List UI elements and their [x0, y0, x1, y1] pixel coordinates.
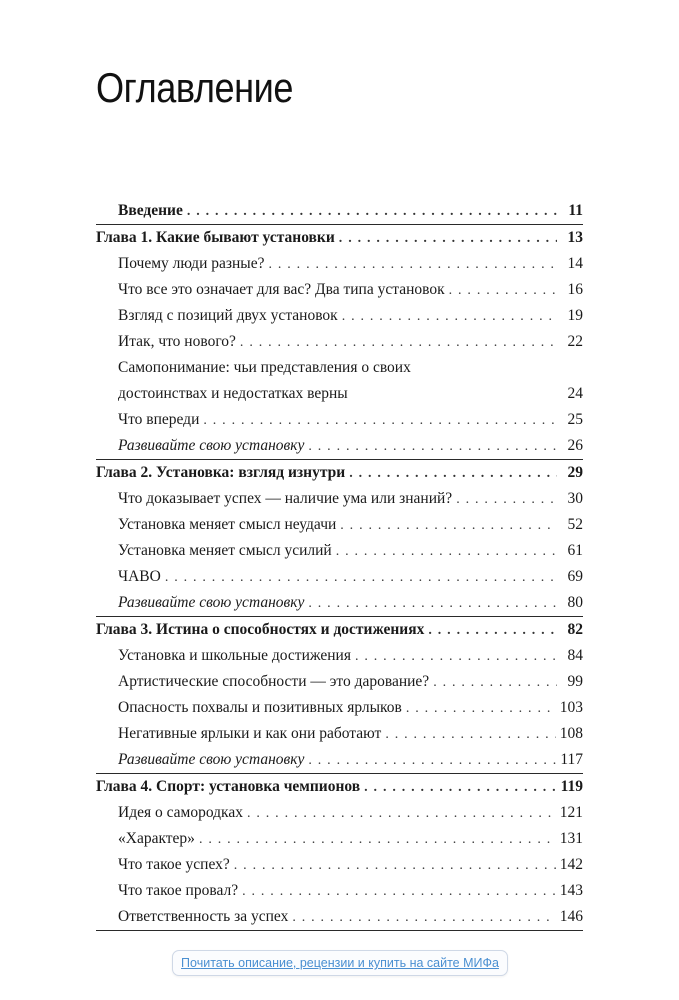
- toc-chapter-2[interactable]: [96, 459, 583, 486]
- toc-entry[interactable]: [96, 800, 583, 826]
- toc-label: Установка и школьные достижения: [118, 647, 351, 664]
- toc-entry[interactable]: [96, 538, 583, 564]
- toc-page: 25: [567, 411, 583, 428]
- toc-entry[interactable]: [96, 329, 583, 355]
- toc-entry-multiline[interactable]: [96, 355, 583, 407]
- toc-leader: [308, 748, 556, 773]
- toc-entry[interactable]: [96, 747, 583, 773]
- toc-label: Что все это означает для вас? Два типа установок: [118, 281, 445, 298]
- toc-entry[interactable]: [96, 669, 583, 695]
- toc-label: Итак, что нового?: [118, 333, 236, 350]
- toc-label: Что впереди: [118, 411, 200, 428]
- toc-entry[interactable]: [96, 643, 583, 669]
- toc-label: Установка меняет смысл неудачи: [118, 516, 337, 533]
- mif-site-link[interactable]: Почитать описание, рецензии и купить на сайте МИФа: [172, 950, 508, 976]
- toc-entry[interactable]: [96, 852, 583, 878]
- toc-page: 82: [567, 621, 583, 638]
- toc-page: 119: [560, 778, 583, 795]
- toc-leader: [340, 513, 557, 538]
- toc-chapter-4[interactable]: [96, 773, 583, 800]
- toc-leader: [364, 775, 556, 800]
- toc-label: Идея о самородках: [118, 804, 243, 821]
- toc-leader: [187, 199, 557, 224]
- toc-entry[interactable]: [96, 878, 583, 904]
- toc-leader: [308, 591, 557, 616]
- toc-page: 26: [567, 437, 583, 454]
- toc-leader: [336, 539, 557, 564]
- toc-label: Развивайте свою установку: [118, 751, 305, 768]
- toc-entry[interactable]: [96, 721, 583, 747]
- toc-page: 14: [567, 255, 583, 272]
- toc-leader: [292, 905, 555, 930]
- toc-entry[interactable]: [96, 512, 583, 538]
- toc-page: 24: [567, 385, 583, 402]
- toc-label: ЧАВО: [118, 568, 161, 585]
- toc-label: «Характер»: [118, 830, 195, 847]
- toc-page: 11: [568, 202, 583, 219]
- toc-page: 30: [567, 490, 583, 507]
- toc-page: 103: [559, 699, 583, 716]
- toc-label-line1: Самопонимание: чьи представления о своих: [118, 359, 411, 376]
- toc-page: 29: [567, 464, 583, 481]
- toc-leader: [385, 722, 555, 747]
- toc-page: 16: [567, 281, 583, 298]
- table-of-contents: [96, 198, 583, 931]
- toc-entry[interactable]: [96, 277, 583, 303]
- toc-leader: [406, 696, 556, 721]
- toc-entry[interactable]: [96, 303, 583, 329]
- toc-label: Глава 1. Какие бывают установки: [96, 229, 335, 246]
- toc-page: 99: [567, 673, 583, 690]
- toc-page: 13: [567, 229, 583, 246]
- toc-page: 142: [559, 856, 583, 873]
- toc-entry-intro[interactable]: [96, 198, 583, 224]
- toc-leader: [240, 330, 557, 355]
- toc-page: 22: [567, 333, 583, 350]
- toc-leader: [428, 618, 557, 643]
- toc-page: 52: [567, 516, 583, 533]
- page-title: Оглавление: [96, 64, 294, 111]
- toc-label: Ответственность за успех: [118, 908, 289, 925]
- toc-page: 61: [567, 542, 583, 559]
- toc-leader: [456, 487, 557, 512]
- toc-leader: [199, 827, 556, 852]
- toc-leader: [433, 670, 557, 695]
- toc-chapter-1[interactable]: [96, 224, 583, 251]
- toc-entry[interactable]: [96, 407, 583, 433]
- toc-label: Развивайте свою установку: [118, 594, 305, 611]
- toc-leader: [339, 226, 557, 251]
- toc-leader: [308, 434, 557, 459]
- toc-label: Установка меняет смысл усилий: [118, 542, 332, 559]
- toc-leader: [242, 879, 556, 904]
- toc-page: 121: [559, 804, 583, 821]
- toc-page: 19: [567, 307, 583, 324]
- toc-leader: [203, 408, 557, 433]
- toc-leader: [234, 853, 556, 878]
- toc-label: Глава 2. Установка: взгляд изнутри: [96, 464, 346, 481]
- toc-label: Почему люди разные?: [118, 255, 265, 272]
- toc-label: Артистические способности — это дарование?: [118, 673, 430, 690]
- toc-label: Взгляд с позиций двух установок: [118, 307, 338, 324]
- toc-page: 84: [567, 647, 583, 664]
- toc-page: 80: [567, 594, 583, 611]
- toc-page: 143: [559, 882, 583, 899]
- toc-leader: [268, 252, 557, 277]
- toc-page: 108: [559, 725, 583, 742]
- toc-page: 69: [567, 568, 583, 585]
- toc-leader: [342, 304, 557, 329]
- toc-entry[interactable]: [96, 826, 583, 852]
- toc-label-line2: достоинствах и недостатках верны: [118, 385, 348, 402]
- toc-leader: [355, 644, 557, 669]
- toc-leader: [349, 461, 557, 486]
- toc-page: 117: [560, 751, 583, 768]
- toc-entry[interactable]: [96, 564, 583, 590]
- toc-leader: [449, 278, 557, 303]
- toc-entry[interactable]: [96, 590, 583, 616]
- toc-label: Введение: [118, 202, 183, 219]
- toc-label: Опасность похвалы и позитивных ярлыков: [118, 699, 402, 716]
- toc-entry[interactable]: [96, 904, 583, 930]
- toc-label: Глава 3. Истина о способностях и достижениях: [96, 621, 425, 638]
- toc-page: 146: [559, 908, 583, 925]
- toc-page: 131: [559, 830, 583, 847]
- toc-label: Развивайте свою установку: [118, 437, 305, 454]
- toc-label: Что доказывает успех — наличие ума или знаний?: [118, 490, 453, 507]
- toc-label: Негативные ярлыки и как они работают: [118, 725, 382, 742]
- toc-entry[interactable]: [96, 433, 583, 459]
- toc-label: Глава 4. Спорт: установка чемпионов: [96, 778, 361, 795]
- toc-entry[interactable]: [96, 695, 583, 721]
- toc-label: Что такое провал?: [118, 882, 239, 899]
- toc-label: Что такое успех?: [118, 856, 230, 873]
- toc-leader: [247, 801, 556, 826]
- toc-entry[interactable]: [96, 486, 583, 512]
- toc-chapter-3[interactable]: [96, 616, 583, 643]
- toc-entry[interactable]: [96, 251, 583, 277]
- toc-leader: [165, 565, 557, 590]
